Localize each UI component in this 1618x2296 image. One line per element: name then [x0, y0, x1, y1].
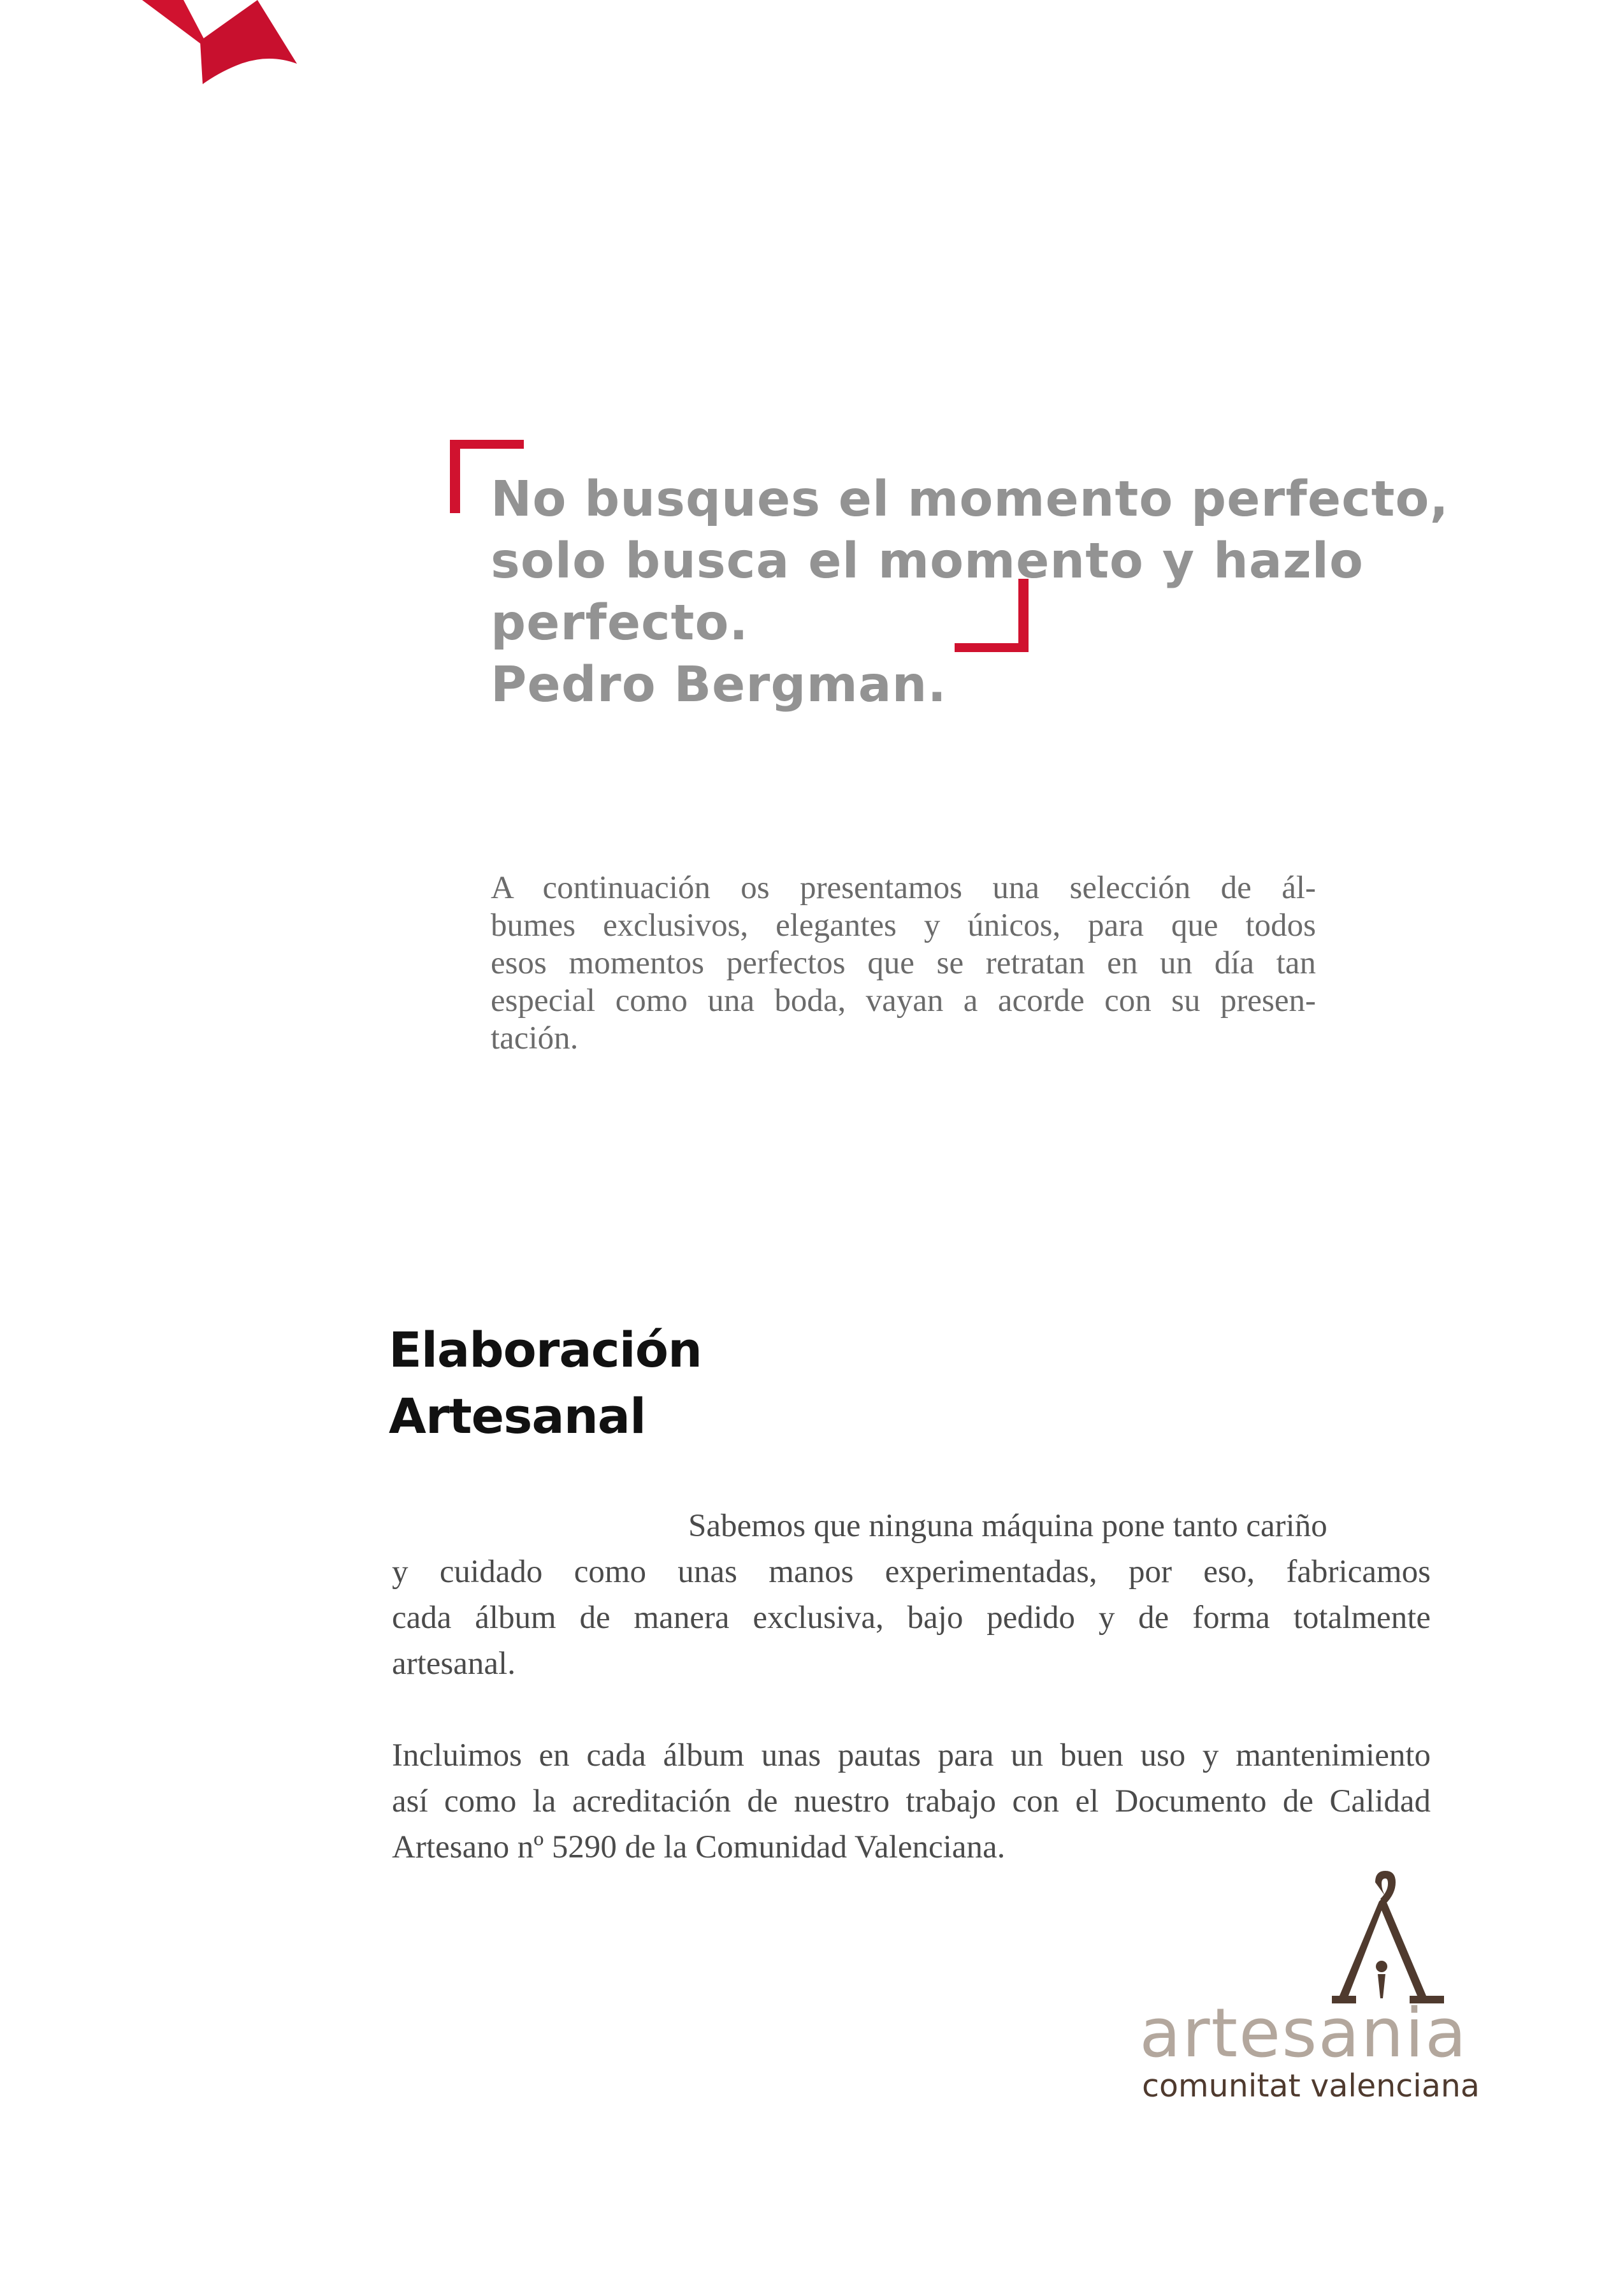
- intro-paragraph: [491, 869, 1316, 1057]
- quote: [491, 469, 1449, 716]
- body-line: Sabemos que ninguna máquina pone tanto cariño: [688, 1508, 1327, 1544]
- section-title-line: Elaboración: [389, 1321, 702, 1378]
- quote-word: busca: [625, 533, 790, 590]
- body-paragraph-2: [392, 1733, 1431, 1870]
- body-line: así como la acreditación de nuestro trabajo con el Documento de Calidad: [392, 1784, 1431, 1819]
- quote-author: Pedro Bergman.: [491, 657, 947, 713]
- body-line: cada álbum de manera exclusiva, bajo pedido y de forma totalmente: [392, 1600, 1431, 1636]
- intro-line: esos momentos perfectos que se retratan en un día tan: [491, 945, 1316, 981]
- quote-word: solo: [491, 533, 607, 590]
- section-title-line: Artesanal: [389, 1388, 646, 1444]
- quote-line: No busques el momento perfecto,: [491, 471, 1449, 528]
- artesania-subtitle: comunitat valenciana: [1142, 2068, 1480, 2104]
- intro-line: especial como una boda, vayan a acorde con su presen-: [491, 983, 1316, 1019]
- quote-line: [491, 530, 1364, 592]
- artesania-a-icon: [1331, 1871, 1445, 2008]
- section-title: [389, 1317, 702, 1450]
- intro-line: A continuación os presentamos una selección de ál-: [491, 870, 1316, 906]
- intro-line: tación.: [491, 1021, 579, 1056]
- body-line: Incluimos en cada álbum unas pautas para un buen uso y mantenimiento: [392, 1738, 1431, 1773]
- brand-logo: [139, 0, 298, 86]
- artesania-logo: [1139, 1871, 1480, 2119]
- body-line: Artesano nº 5290 de la Comunidad Valenciana.: [392, 1829, 1006, 1865]
- quote-word: el: [808, 533, 860, 590]
- intro-line: bumes exclusivos, elegantes y únicos, para que todos: [491, 908, 1316, 943]
- quote-word: momento: [878, 533, 1144, 590]
- quote-word: hazlo: [1213, 533, 1364, 590]
- artesania-wordmark: artesania: [1139, 1994, 1468, 2072]
- body-line: y cuidado como unas manos experimentadas, por eso, fabricamos: [392, 1554, 1431, 1590]
- quote-word: y: [1162, 533, 1195, 590]
- body-line: artesanal.: [392, 1646, 516, 1682]
- quote-line: perfecto.: [491, 595, 749, 651]
- body-paragraph-1: [392, 1503, 1431, 1687]
